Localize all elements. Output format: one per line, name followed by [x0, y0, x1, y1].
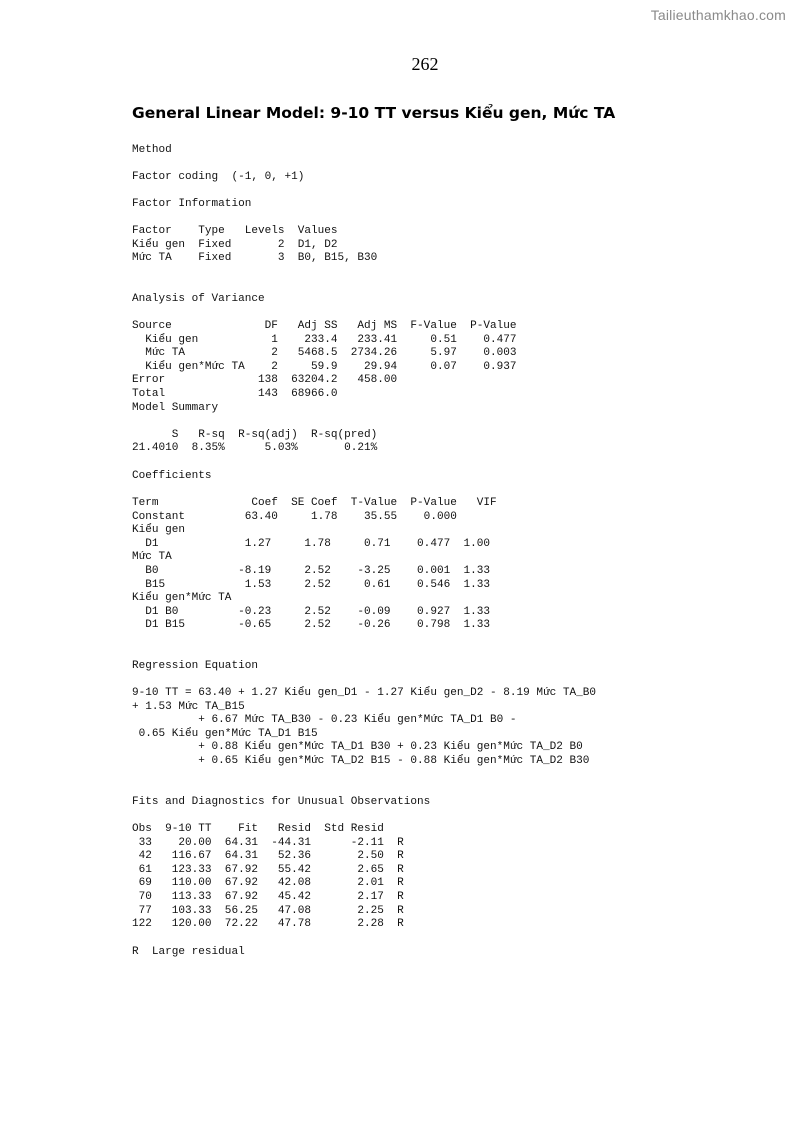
unusual-row: 70 113.33 67.92 45.42 2.17 R — [132, 891, 404, 903]
regression-line: 0.65 Kiểu gen*Mức TA_D1 B15 — [132, 727, 318, 740]
regression-line: + 0.88 Kiểu gen*Mức TA_D1 B30 + 0.23 Kiểu gen*Mức TA_D2 B0 — [132, 741, 583, 754]
anova-row: Total 143 68966.0 — [132, 388, 338, 400]
method-heading: Method — [132, 144, 172, 156]
regression-line: + 1.53 Mức TA_B15 — [132, 700, 245, 713]
coefficients-row: D1 B0 -0.23 2.52 -0.09 0.927 1.33 — [132, 605, 490, 618]
anova-heading: Analysis of Variance — [132, 293, 265, 305]
regression-heading: Regression Equation — [132, 660, 258, 672]
anova-row: Mức TA 2 5468.5 2734.26 5.97 0.003 — [132, 347, 517, 360]
unusual-row: 33 20.00 64.31 -44.31 -2.11 R — [132, 836, 404, 849]
regression-line: + 6.67 Mức TA_B30 - 0.23 Kiểu gen*Mức TA_D1 B0 - — [132, 714, 517, 727]
factor-info-heading: Factor Information — [132, 198, 252, 210]
regression-line: + 0.65 Kiểu gen*Mức TA_D2 B15 - 0.88 Kiểu gen*Mức TA_D2 B30 — [132, 755, 590, 767]
anova-row: Kiểu gen 1 233.4 233.41 0.51 0.477 — [132, 333, 517, 346]
anova-row: Kiểu gen*Mức TA 2 59.9 29.94 0.07 0.937 — [132, 360, 517, 373]
coefficients-row: B0 -8.19 2.52 -3.25 0.001 1.33 — [132, 565, 490, 577]
unusual-row: Obs 9-10 TT Fit Resid Std Resid — [132, 823, 384, 835]
factor-info-row: Kiểu gen Fixed 2 D1, D2 — [132, 238, 338, 251]
document-title: General Linear Model: 9-10 TT versus Kiểu gen, Mức TA — [132, 104, 616, 122]
coefficients-row: D1 B15 -0.65 2.52 -0.26 0.798 1.33 — [132, 619, 490, 632]
unusual-row: 69 110.00 67.92 42.08 2.01 R — [132, 877, 404, 890]
coefficients-row: Kiểu gen*Mức TA — [132, 592, 232, 605]
factor-info-row: Mức TA Fixed 3 B0, B15, B30 — [132, 252, 378, 265]
coefficients-row: B15 1.53 2.52 0.61 0.546 1.33 — [132, 578, 490, 591]
unusual-row: 61 123.33 67.92 55.42 2.65 R — [132, 863, 404, 876]
unusual-row: 42 116.67 64.31 52.36 2.50 R — [132, 850, 404, 863]
factor-coding: Factor coding (-1, 0, +1) — [132, 171, 305, 183]
coefficients-row: D1 1.27 1.78 0.71 0.477 1.00 — [132, 537, 490, 550]
coefficients-row: Mức TA — [132, 551, 172, 564]
watermark: Tailieuthamkhao.com — [650, 7, 786, 23]
coefficients-row: Kiểu gen — [132, 524, 186, 537]
model-summary-row: 21.4010 8.35% 5.03% 0.21% — [132, 442, 378, 455]
unusual-heading: Fits and Diagnostics for Unusual Observations — [132, 796, 431, 808]
page-number: 262 — [411, 54, 439, 74]
coefficients-row: Term Coef SE Coef T-Value P-Value VIF — [132, 497, 497, 509]
unusual-row: 122 120.00 72.22 47.78 2.28 R — [132, 918, 404, 931]
unusual-row: 77 103.33 56.25 47.08 2.25 R — [132, 904, 404, 917]
anova-row: Error 138 63204.2 458.00 — [132, 374, 398, 387]
anova-row: Source DF Adj SS Adj MS F-Value P-Value — [132, 320, 517, 332]
large-residual-footnote: R Large residual — [132, 946, 245, 958]
factor-info-row: Factor Type Levels Values — [132, 225, 338, 237]
coefficients-row: Constant 63.40 1.78 35.55 0.000 — [132, 510, 457, 523]
regression-line: 9-10 TT = 63.40 + 1.27 Kiểu gen_D1 - 1.27 Kiểu gen_D2 - 8.19 Mức TA_B0 — [132, 687, 597, 699]
model-summary-row: S R-sq R-sq(adj) R-sq(pred) — [132, 428, 378, 441]
model-summary-heading: Model Summary — [132, 401, 219, 414]
coefficients-heading: Coefficients — [132, 470, 212, 482]
